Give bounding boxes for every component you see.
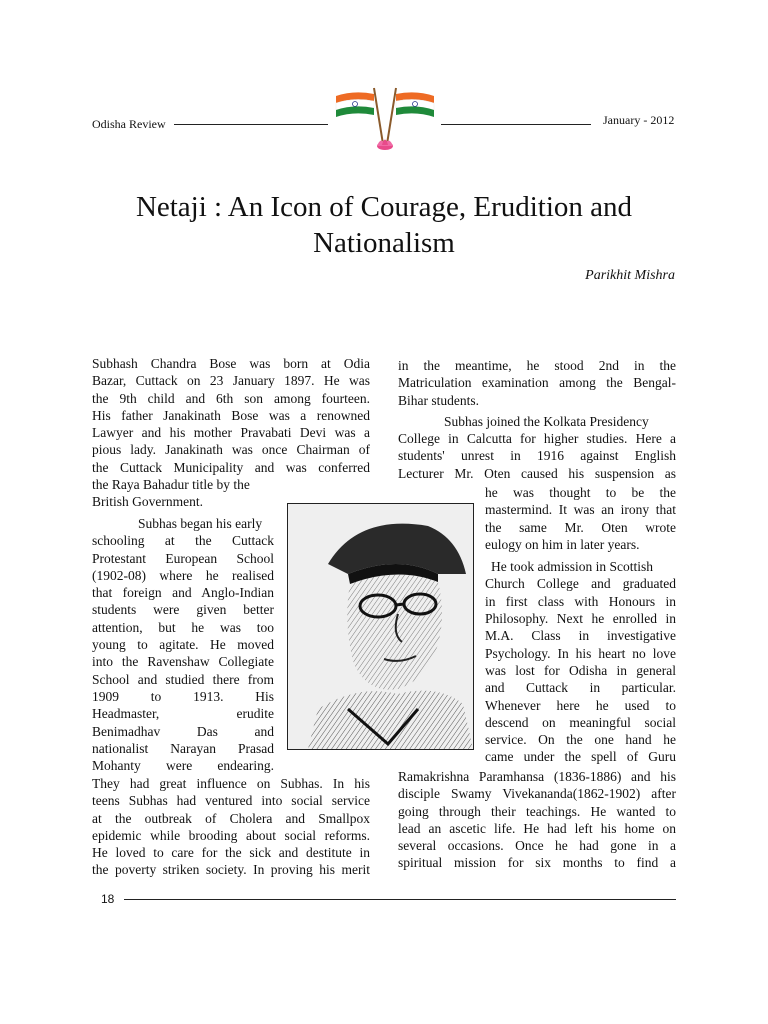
flag-right-icon — [396, 92, 434, 117]
text-line: in first class with Honours in — [485, 593, 676, 609]
text-line: Subhash Chandra Bose was born at Odia — [92, 356, 370, 371]
text-line: service. On the one hand he — [485, 732, 676, 748]
text-line: His father Janakinath Bose was a renowned — [92, 407, 370, 423]
text-line: Benimadhav Das and — [92, 723, 274, 739]
author-name: Parikhit Mishra — [585, 268, 675, 283]
text-line: several occasions. Once he had gone in a — [398, 838, 676, 854]
text-line: descend on meaningful social — [485, 714, 676, 730]
text-line: Church College and graduated — [485, 576, 676, 592]
article-title-line-1: Netaji : An Icon of Courage, Erudition and — [135, 191, 633, 223]
column-2-narrow — [485, 484, 676, 766]
text-line: going through their teachings. He wanted to — [398, 803, 676, 819]
text-line: students were given better — [92, 602, 274, 618]
text-line: He loved to care for the sick and destitute in — [92, 845, 370, 861]
text-line: Bazar, Cuttack on 23 January 1897. He was — [92, 373, 370, 389]
text-line: was lost for Odisha in general — [485, 662, 676, 678]
text-line: nationalist Narayan Prasad — [92, 740, 274, 756]
journal-name: Odisha Review — [92, 117, 166, 131]
text-line: College in Calcutta for higher studies. Here a — [398, 431, 676, 447]
text-line: Lawyer and his mother Pravabati Devi was a — [92, 425, 370, 441]
portrait-sketch — [288, 504, 473, 749]
text-line: into the Ravenshaw Collegiate — [92, 654, 274, 670]
crossed-flags-emblem — [330, 84, 440, 154]
header-rule-left — [174, 124, 328, 125]
footer-rule — [124, 899, 676, 900]
text-line: and Cuttack in particular. — [485, 680, 676, 696]
text-line: Headmaster, erudite — [92, 706, 274, 722]
text-line: eulogy on him in later years. — [485, 536, 640, 552]
text-line: Philosophy. Next he enrolled in — [485, 611, 676, 627]
page-number: 18 — [101, 892, 115, 906]
issue-date: January - 2012 — [603, 113, 675, 127]
text-line: epidemic while brooding about social reforms. — [92, 827, 370, 843]
text-line: schooling at the Cuttack — [92, 533, 274, 549]
lotus-icon — [377, 140, 393, 151]
text-line: They had great influence on Subhas. In his — [92, 776, 370, 791]
text-line: British Government. — [92, 494, 203, 510]
text-line: the poverty striken society. In proving his merit — [92, 862, 370, 878]
text-line: lead an ascetic life. He had left his home on — [398, 820, 676, 836]
column-2-lower — [398, 768, 676, 872]
text-line: Subhas began his early — [138, 516, 263, 531]
text-line: 1909 to 1913. His — [92, 688, 274, 704]
text-line: Psychology. In his heart no love — [485, 645, 676, 661]
text-line: the same Mr. Oten wrote — [485, 519, 676, 535]
text-line: pious lady. Janakinath was once Chairman of — [92, 442, 370, 458]
text-line: disciple Swamy Vivekananda(1862-1902) after — [398, 786, 676, 802]
text-line: teens Subhas had ventured into social service — [92, 793, 370, 809]
text-line: the Cuttack Municipality and was conferred — [92, 459, 370, 475]
text-line: M.A. Class in investigative — [485, 628, 676, 644]
text-line: students' unrest in 1916 against English — [398, 448, 676, 464]
text-line: Ramakrishna Paramhansa (1836-1886) and his — [398, 769, 676, 784]
text-line: (1902-08) where he realised — [92, 567, 274, 583]
header-rule-right — [441, 124, 591, 125]
text-line: Whenever here he used to — [485, 697, 676, 713]
text-line: Matriculation examination among the Bengal- — [398, 375, 676, 391]
netaji-portrait-image — [287, 503, 474, 750]
text-line: Protestant European School — [92, 550, 274, 566]
text-line: at the outbreak of Cholera and Smallpox — [92, 810, 370, 826]
text-line: the 9th child and 6th son among fourteen. — [92, 390, 370, 406]
text-line: came under the spell of Guru — [485, 749, 676, 765]
text-line: Bihar students. — [398, 392, 479, 408]
text-line: Mohanty were endearing. — [92, 758, 274, 774]
flag-left-icon — [336, 92, 374, 117]
text-line: the Raya Bahadur title by the — [92, 477, 250, 493]
column-1 — [92, 355, 370, 511]
text-line: that foreign and Anglo-Indian — [92, 585, 274, 601]
text-line: young to agitate. He moved — [92, 637, 274, 653]
text-line: in the meantime, he stood 2nd in the — [398, 358, 676, 373]
column-1-narrow — [92, 515, 274, 774]
text-line: Subhas joined the Kolkata Presidency — [444, 413, 649, 429]
text-line: Lecturer Mr. Oten caused his suspension as — [398, 465, 676, 481]
column-1-lower — [92, 775, 370, 879]
article-title-line-2: Nationalism — [313, 227, 455, 259]
column-2-top — [398, 357, 676, 482]
text-line: mastermind. It was an irony that — [485, 502, 676, 518]
text-line: he was thought to be the — [485, 485, 676, 500]
text-line: spiritual mission for six months to find a — [398, 855, 676, 871]
text-line: attention, but he was too — [92, 619, 274, 635]
text-line: He took admission in Scottish — [491, 559, 653, 575]
text-line: School and studied there from — [92, 671, 274, 687]
